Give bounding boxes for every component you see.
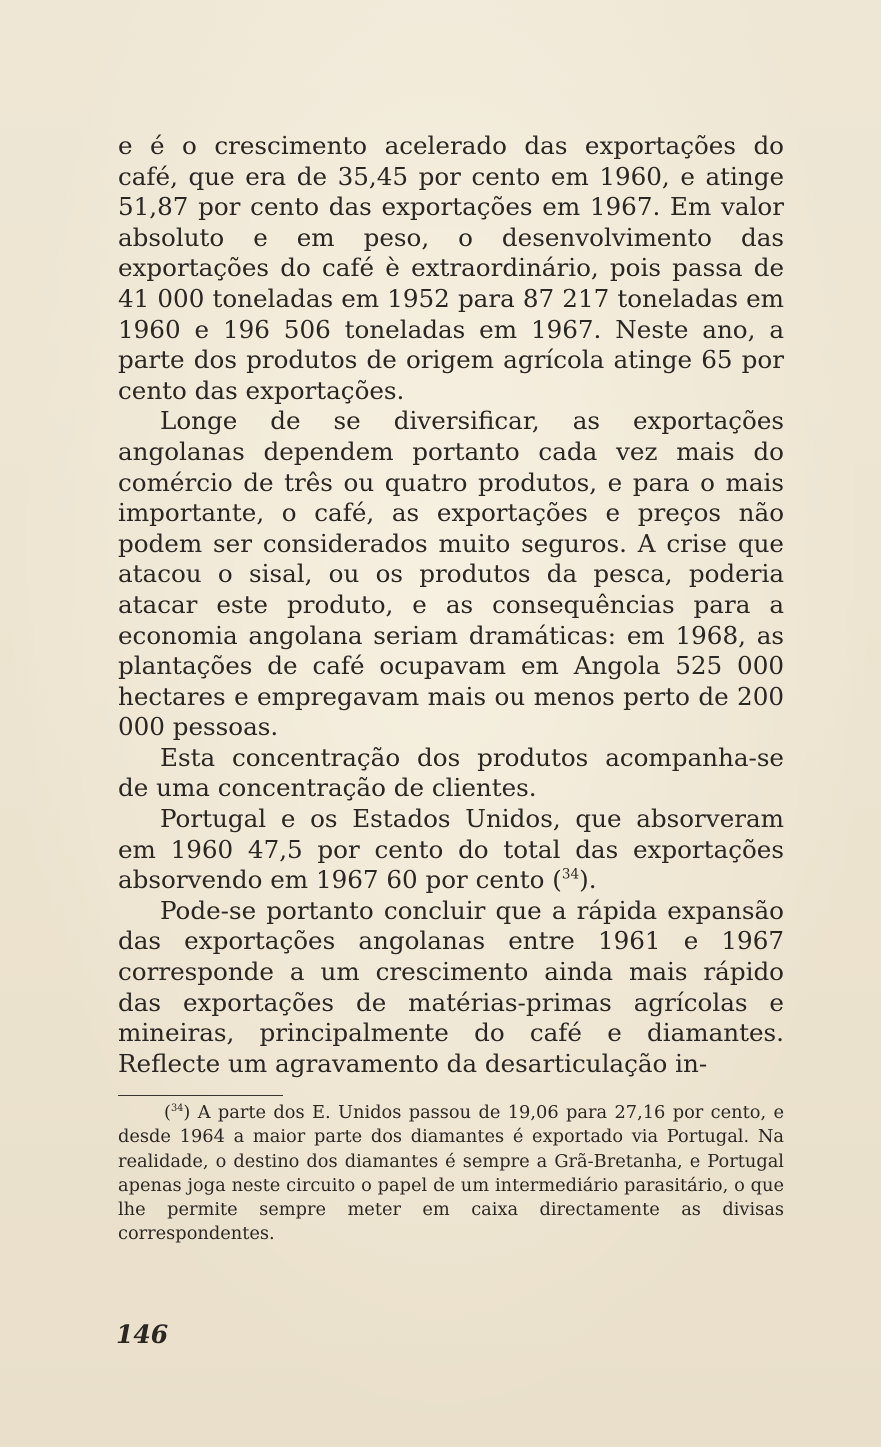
paragraph-1: e é o crescimento acelerado das exportações do café, que era de 35,45 por cento em 1960, e atinge 51,87 por cento das exportações em 1967. Em valor absoluto e em peso, o desenvolvimento das exportações do café è extraordinário, pois passa de 41 000 toneladas em 1952 para 87 217 toneladas em 1960 e 196 506 toneladas em 1967. Neste ano, a parte dos produtos de origem agrícola atinge 65 por cento das exportações. bbox=[118, 131, 784, 405]
footnote-reference: 34 bbox=[561, 866, 580, 883]
paragraph-3: Esta concentração dos produtos acompanha-se de uma concentração de clientes. bbox=[118, 742, 784, 803]
paragraph-4: Portugal e os Estados Unidos, que absorveram em 1960 47,5 por cento do total das exportações absorvendo em 1967 60 por cento ($^{34}$). bbox=[118, 804, 784, 895]
footnote-marker: 34 bbox=[170, 1103, 184, 1115]
footnote bbox=[118, 1101, 784, 1247]
paragraph-5: Pode-se portanto concluir que a rápida expansão das exportações angolanas entre 1961 e 1967 corresponde a um crescimento ainda mais rápido das exportações de matérias-primas agrícolas e mineiras, principalmente do café e diamantes. Reflecte um agravamento da desarticulação in- bbox=[118, 895, 784, 1078]
footnote-divider bbox=[118, 1095, 283, 1096]
paragraph-4-end: . bbox=[588, 865, 597, 895]
footnote-paragraph: ($^{34}$) A parte dos E. Unidos passou de 19,06 para 27,16 por cento, e desde 1964 a maior parte dos diamantes é exportado via Portugal. Na realidade, o destino dos diamantes é sempre a Grã-Bretanha, e Portugal apenas joga neste circuito o papel de um intermediário parasitário, o que lhe permite sempre meter em caixa directamente as divisas correspondentes. bbox=[118, 1102, 784, 1245]
main-text bbox=[118, 131, 784, 1079]
paragraph-4-text: Portugal e os Estados Unidos, que absorveram em 1960 47,5 por cento do total das exportações absorvendo em 1967 60 por cento bbox=[118, 804, 784, 895]
paragraph-2: Longe de se diversificar, as exportações angolanas dependem portanto cada vez mais do comércio de três ou quatro produtos, e para o mais importante, o café, as exportações e preços não podem ser considerados muito seguros. A crise que atacou o sisal, ou os produtos da pesca, poderia atacar este produto, e as consequências para a economia angolana seriam dramáticas: em 1968, as plantações de café ocupavam em Angola 525 000 hectares e empregavam mais ou menos perto de 200 000 pessoas. bbox=[118, 406, 784, 742]
page-number: 146 bbox=[116, 1320, 169, 1349]
footnote-text: A parte dos E. Unidos passou de 19,06 para 27,16 por cento, e desde 1964 a maior parte dos diamantes é exportado via Portugal. Na realidade, o destino dos diamantes é sempre a Grã-Bretanha, e Portugal apenas joga neste circuito o papel de um intermediário parasitário, o que lhe permite sempre meter em caixa directamente as divisas correspondentes. bbox=[118, 1102, 784, 1245]
